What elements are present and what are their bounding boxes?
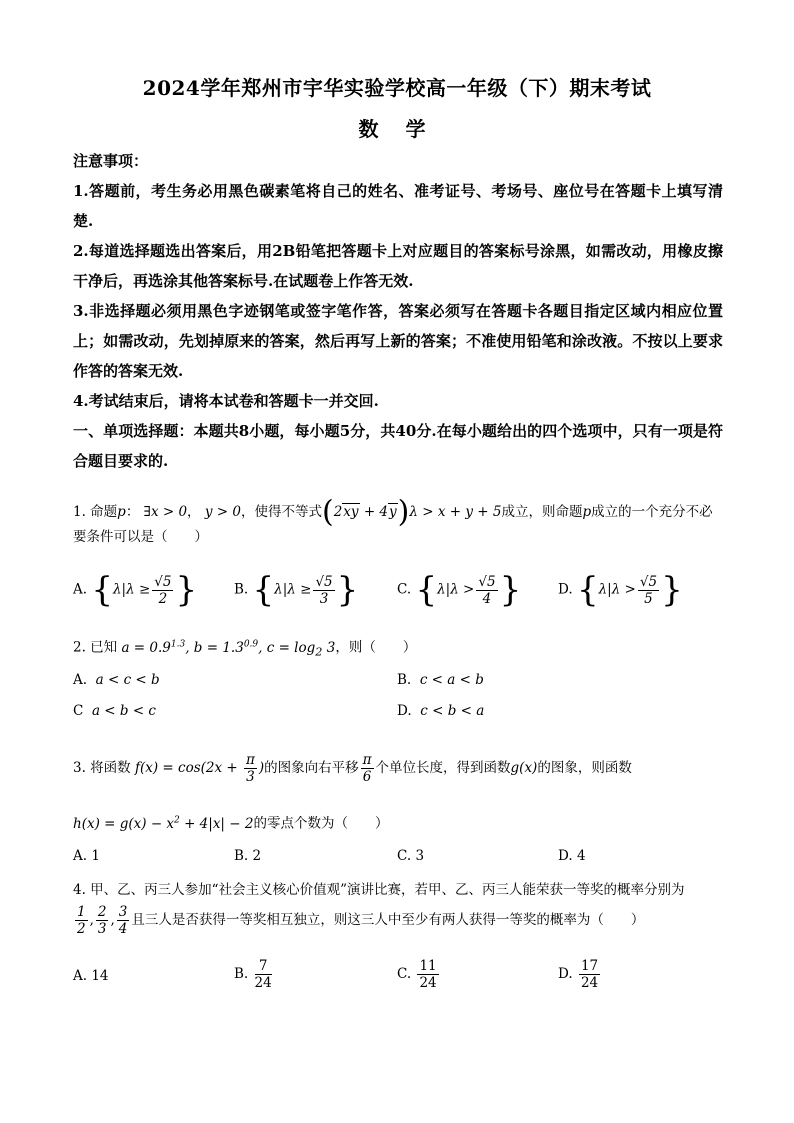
q1-option-d[interactable]: D. {λ|λ > $\frac{√5}{5}$ } [558, 570, 683, 610]
q1-cond2: y > 0 [204, 504, 241, 520]
q2-option-d[interactable] [397, 703, 484, 719]
q1-option-den: 2 [158, 590, 168, 607]
q1-option-rel: λ ≥ [126, 581, 151, 598]
q2-suffix: ，则（ ） [335, 639, 417, 656]
q3-six: 6 [362, 769, 372, 785]
q2-option-text: a < b < c [91, 703, 156, 719]
q4-line1: 4. 甲、乙、丙三人参加“社会主义核心价值观”演讲比赛，若甲、乙、丙三人能荣获一等奖的概率分别为 [73, 882, 685, 898]
q2-option-label: D. [397, 703, 412, 719]
q2-a: a = 0.9 [121, 639, 171, 656]
q1-option-num: √5 [478, 573, 496, 590]
q4-option-den: 24 [419, 975, 437, 991]
q1-prefix: 1. 命题 [73, 504, 118, 520]
q3-option-a[interactable] [73, 848, 100, 864]
question-3-line2: $h(x) = g(x) - x^2 + 4|x| - 2$的零点个数为（ ） [73, 815, 389, 832]
notice-item-4: 4.考试结束后，请将本试卷和答题卡一并交回. [73, 392, 379, 410]
q4-option-num: 17 [580, 958, 599, 974]
q3-three: 3 [246, 769, 255, 785]
q4-option-den: 24 [580, 975, 599, 991]
q4-option-den: 24 [254, 975, 272, 991]
q1-cond1: ∃x > 0 [143, 504, 188, 520]
q3-suffix: 的零点个数为（ ） [253, 815, 389, 832]
q4-option-label: A. [73, 968, 88, 984]
q1-option-a[interactable]: A. {λ|λ ≥ $\frac{√5}{2}$ } [73, 570, 198, 610]
q1-option-num: √5 [639, 573, 658, 590]
q1-colon: ： [125, 504, 140, 520]
q3-option-label: C. [397, 848, 412, 864]
q2-option-a[interactable] [73, 672, 160, 688]
q3-option-text: 2 [252, 848, 262, 864]
q3-pi: π [246, 752, 255, 768]
q4-frac-num: 2 [97, 904, 107, 920]
q3-option-c[interactable] [397, 848, 424, 864]
q3-g: g(x) [510, 760, 538, 776]
q2-sub: 2 [315, 645, 323, 659]
q4-frac-num: 1 [77, 904, 86, 920]
q3-prefix: 3. 将函数 [73, 760, 131, 776]
q3-option-label: D. [558, 848, 573, 864]
q1-option-label: A. [73, 581, 88, 598]
notice-item-1: 1.答题前，考生务必用黑色碳素笔将自己的姓名、准考证号、考场号、座位号在答题卡上填写清楚. [73, 182, 723, 230]
q4-option-c[interactable] [397, 958, 441, 991]
q4-option-label: D. [558, 966, 573, 982]
q2-prefix: 2. 已知 [73, 639, 118, 656]
q4-frac-den: 4 [118, 921, 128, 937]
q4-frac-den: 3 [97, 921, 107, 937]
q3-mid: 的图象向右平移 [264, 760, 359, 776]
notice-item-3: 3.非选择题必须用黑色字迹钢笔或签字笔作答，答案必须写在答题卡各题目指定区域内相应位置上；如需改动，先划掉原来的答案，然后再写上新的答案；不准使用铅笔和涂改液。不按以上要求作答的答案无效. [73, 302, 723, 380]
q2-c2: 3 [322, 639, 336, 656]
question-1: 1. 命题p： ∃x > 0， y > 0，使得不等式(2xy + 4y)λ > x + y + 5成立，则命题p成立的一个充分不必要条件可以是（ ） [73, 494, 713, 545]
q1-option-label: B. [234, 581, 249, 598]
q3-option-d[interactable] [558, 848, 586, 864]
question-3: 3. 将函数 f(x) = cos(2x + $\frac{\pi}{3}$ )的图象向右平移 $\frac{\pi}{6}$ 个单位长度，得到函数g(x)的图象，则函数 [73, 752, 632, 785]
q3-h2: + 4|x| − 2 [179, 815, 254, 832]
question-4 [73, 878, 723, 902]
q3-option-label: A. [73, 848, 88, 864]
question-4-line2: $\frac{1}{2}$ , $\frac{2}{3}$ , $\frac{3}{4}$ 且三人是否获得一等奖相互独立，则这三人中至少有两人获得一等奖的概率为（ ） [77, 904, 645, 937]
q2-option-text: c < a < b [419, 672, 484, 688]
q2-option-label: A. [73, 672, 88, 688]
q2-option-c[interactable] [73, 703, 156, 719]
q4-option-a[interactable] [73, 968, 109, 984]
q2-option-label: C [73, 703, 84, 719]
q4-option-label: C. [397, 966, 412, 982]
notice-item-2: 2.每道选择题选出答案后，用2B铅笔把答题卡上对应题目的答案标号涂黑，如需改动，用橡皮擦干净后，再选涂其他答案标号.在试题卷上作答无效. [73, 242, 723, 290]
q2-b: , b = 1.3 [185, 639, 244, 656]
q1-mid: ，使得不等式 [240, 504, 322, 520]
q2-option-text: c < b < a [420, 703, 485, 719]
q1-option-c[interactable]: C. {λ|λ > $\frac{√5}{4}$ } [397, 570, 522, 610]
q4-option-d[interactable] [558, 958, 602, 991]
notice-heading: 注意事项： [73, 152, 149, 170]
section-1-heading: 一、单项选择题：本题共8小题，每小题5分，共40分.在每小题给出的四个选项中，只有一项是符合题目要求的. [73, 422, 723, 470]
q1-rhs: λ > x + y + 5 [409, 504, 502, 520]
q4-frac-num: 3 [118, 904, 128, 920]
q1-option-rel: λ ≥ [287, 581, 312, 598]
q4-option-num: 7 [255, 958, 272, 975]
q1-option-b[interactable]: B. {λ|λ ≥ $\frac{√5}{3}$ } [234, 570, 359, 610]
q3-h: h(x) = g(x) − x [73, 815, 175, 832]
q1-suffix2: 成立的一个充分不必要条件可以是（ ） [73, 504, 713, 545]
q1-option-den: 3 [319, 590, 329, 607]
q3-option-label: B. [234, 848, 249, 864]
question-2 [73, 632, 723, 664]
q4-option-b[interactable] [234, 958, 274, 991]
q3-f: f(x) = cos(2x + [134, 760, 242, 776]
q3-option-text: 1 [91, 848, 100, 864]
q1-p: p [117, 504, 126, 520]
q2-exp1: 1.3 [170, 639, 186, 649]
q1-option-den: 4 [482, 590, 492, 607]
q1-option-label: D. [558, 581, 573, 598]
q1-suffix: 成立，则命题 [501, 504, 583, 520]
q3-option-b[interactable] [234, 848, 261, 864]
q4-option-num: 11 [419, 958, 437, 974]
q4-line2: 且三人是否获得一等奖相互独立，则这三人中至少有两人获得一等奖的概率为（ ） [131, 912, 645, 928]
q2-c: , c = log [258, 639, 316, 656]
q3-mid3: 的图象，则函数 [537, 760, 632, 776]
q1-option-label: C. [397, 581, 412, 598]
q3-mid2: 个单位长度，得到函数 [375, 760, 511, 776]
q1-option-num: √5 [154, 573, 172, 590]
q3-option-text: 3 [415, 848, 425, 864]
q2-option-b[interactable] [397, 672, 484, 688]
exam-title: 2024学年郑州市宇华实验学校高一年级（下）期末考试 [142, 76, 652, 100]
exam-subject: 数 学 [358, 117, 436, 141]
q2-exp2: 0.9 [243, 639, 259, 649]
q2-option-text: a < c < b [95, 672, 160, 688]
q3-option-text: 4 [576, 848, 586, 864]
q1-option-rel: λ > [611, 581, 636, 598]
q2-option-label: B. [397, 672, 412, 688]
q1-option-den: 5 [644, 590, 653, 607]
q4-frac-den: 2 [77, 921, 86, 937]
q4-option-text: 14 [91, 968, 109, 984]
q1-option-num: √5 [315, 573, 333, 590]
notice-block [73, 146, 723, 476]
q4-option-label: B. [234, 966, 249, 982]
q1-option-rel: λ > [450, 581, 475, 598]
